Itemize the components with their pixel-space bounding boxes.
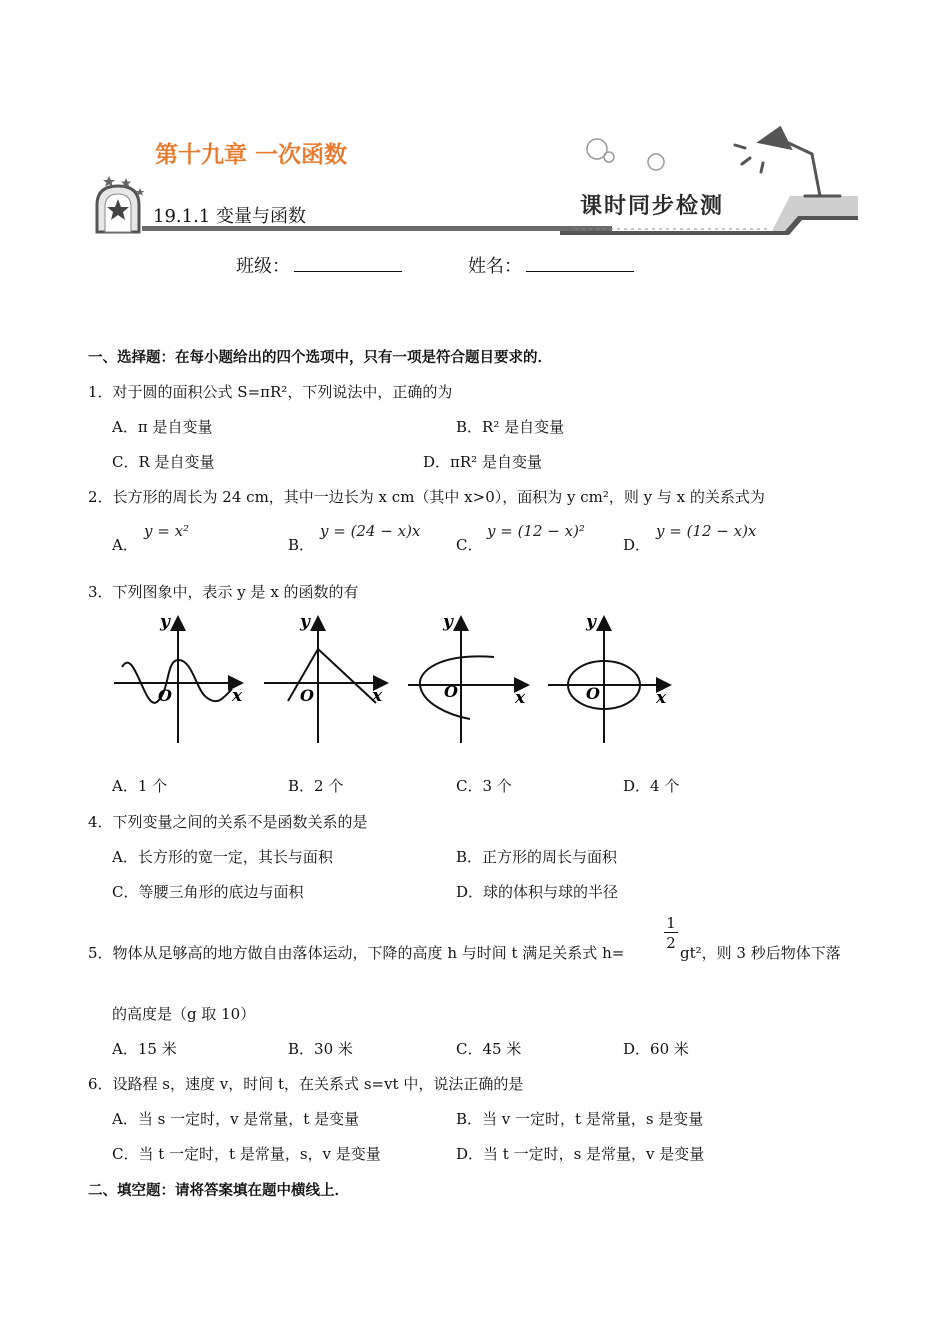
q2-option-a-formula: y = x² — [144, 522, 190, 540]
q1-stem: 1．对于圆的面积公式 S=πR²，下列说法中，正确的为 — [88, 383, 453, 401]
graph-sine — [114, 619, 240, 743]
q6-option-b[interactable]: B．当 v 一定时，t 是常量，s 是变量 — [456, 1110, 704, 1128]
q3-graphs — [100, 605, 690, 755]
class-blank[interactable] — [294, 253, 402, 272]
q5-stem-part1: 5．物体从足够高的地方做自由落体运动，下降的高度 h 与时间 t 满足关系式 h= — [88, 944, 625, 962]
q6-option-c[interactable]: C．当 t 一定时，t 是常量，s，v 是变量 — [112, 1145, 381, 1163]
q6-option-a[interactable]: A．当 s 一定时，v 是常量，t 是变量 — [112, 1110, 360, 1128]
q5-stem-line2: 的高度是（g 取 10） — [112, 1005, 256, 1023]
q1-option-b[interactable]: B．R² 是自变量 — [456, 418, 565, 436]
star-badge-icon — [97, 176, 144, 232]
q5-option-d[interactable]: D．60 米 — [623, 1040, 689, 1058]
class-field — [236, 252, 402, 278]
graph2-x-label: x — [372, 686, 383, 706]
q4-option-c[interactable]: C．等腰三角形的底边与面积 — [112, 883, 304, 901]
graph3-x-label: x — [515, 688, 526, 708]
graph4-origin-label: O — [586, 684, 600, 703]
q5-stem-part2: gt²，则 3 秒后物体下落 — [680, 944, 841, 962]
q3-option-b[interactable]: B．2 个 — [288, 777, 344, 795]
name-blank[interactable] — [526, 253, 634, 272]
q4-option-d[interactable]: D．球的体积与球的半径 — [456, 883, 619, 901]
q5-option-c[interactable]: C．45 米 — [456, 1040, 522, 1058]
q5-frac-den: 2 — [666, 934, 676, 952]
q6-option-d[interactable]: D．当 t 一定时，s 是常量，v 是变量 — [456, 1145, 705, 1163]
name-field — [468, 252, 634, 278]
q3-option-d[interactable]: D．4 个 — [623, 777, 680, 795]
header-decoration — [0, 0, 950, 240]
section-title: 19.1.1 变量与函数 — [153, 206, 306, 227]
chapter-title: 第十九章 一次函数 — [155, 142, 348, 168]
graph-parabola — [408, 619, 526, 743]
graph1-y-label: y — [160, 612, 170, 632]
bubble-icon — [587, 139, 664, 170]
graph4-x-label: x — [656, 688, 667, 708]
section2-heading: 二、填空题：请将答案填在题中横线上． — [88, 1183, 349, 1199]
q1-option-c[interactable]: C．R 是自变量 — [112, 453, 215, 471]
q2-option-b-formula: y = (24 − x)x — [320, 522, 421, 540]
q5-option-b[interactable]: B．30 米 — [288, 1040, 353, 1058]
q2-option-c-formula: y = (12 − x)² — [487, 522, 585, 540]
brand-label: 课时同步检测 — [580, 193, 725, 219]
q2-option-d-letter[interactable]: D． — [623, 536, 651, 554]
graph-ellipse — [548, 619, 668, 743]
q6-stem: 6．设路程 s，速度 v，时间 t，在关系式 s=vt 中，说法正确的是 — [88, 1075, 524, 1093]
graph1-x-label: x — [232, 686, 243, 706]
graph2-y-label: y — [300, 612, 310, 632]
q3-stem: 3．下列图象中，表示 y 是 x 的函数的有 — [88, 583, 359, 601]
q2-option-d-formula: y = (12 − x)x — [656, 522, 757, 540]
q4-option-b[interactable]: B．正方形的周长与面积 — [456, 848, 618, 866]
q1-option-d[interactable]: D．πR² 是自变量 — [423, 453, 542, 471]
q5-fraction — [664, 914, 678, 953]
section1-heading: 一、选择题：在每小题给出的四个选项中，只有一项是符合题目要求的． — [88, 350, 552, 366]
q2-option-a-letter[interactable]: A． — [112, 536, 138, 554]
q2-option-b-letter[interactable]: B． — [288, 536, 315, 554]
graph3-y-label: y — [443, 612, 453, 632]
q3-option-c[interactable]: C．3 个 — [456, 777, 512, 795]
desk-lamp-icon — [735, 128, 840, 196]
graph3-origin-label: O — [444, 682, 458, 701]
q5-frac-num: 1 — [664, 914, 678, 933]
q3-option-a[interactable]: A．1 个 — [112, 777, 168, 795]
q4-option-a[interactable]: A．长方形的宽一定，其长与面积 — [112, 848, 333, 866]
q4-stem: 4．下列变量之间的关系不是函数关系的是 — [88, 813, 368, 831]
class-label: 班级： — [236, 256, 290, 277]
q5-option-a[interactable]: A．15 米 — [112, 1040, 177, 1058]
q1-option-a[interactable]: A．π 是自变量 — [112, 418, 213, 436]
graph1-origin-label: O — [158, 686, 172, 705]
graph2-origin-label: O — [300, 686, 314, 705]
q2-option-c-letter[interactable]: C． — [456, 536, 483, 554]
name-label: 姓名： — [468, 256, 522, 277]
q2-stem: 2．长方形的周长为 24 cm，其中一边长为 x cm（其中 x>0），面积为 y cm²，则 y 与 x 的关系式为 — [88, 488, 765, 506]
graph-vshape — [264, 619, 385, 743]
graph4-y-label: y — [586, 612, 596, 632]
